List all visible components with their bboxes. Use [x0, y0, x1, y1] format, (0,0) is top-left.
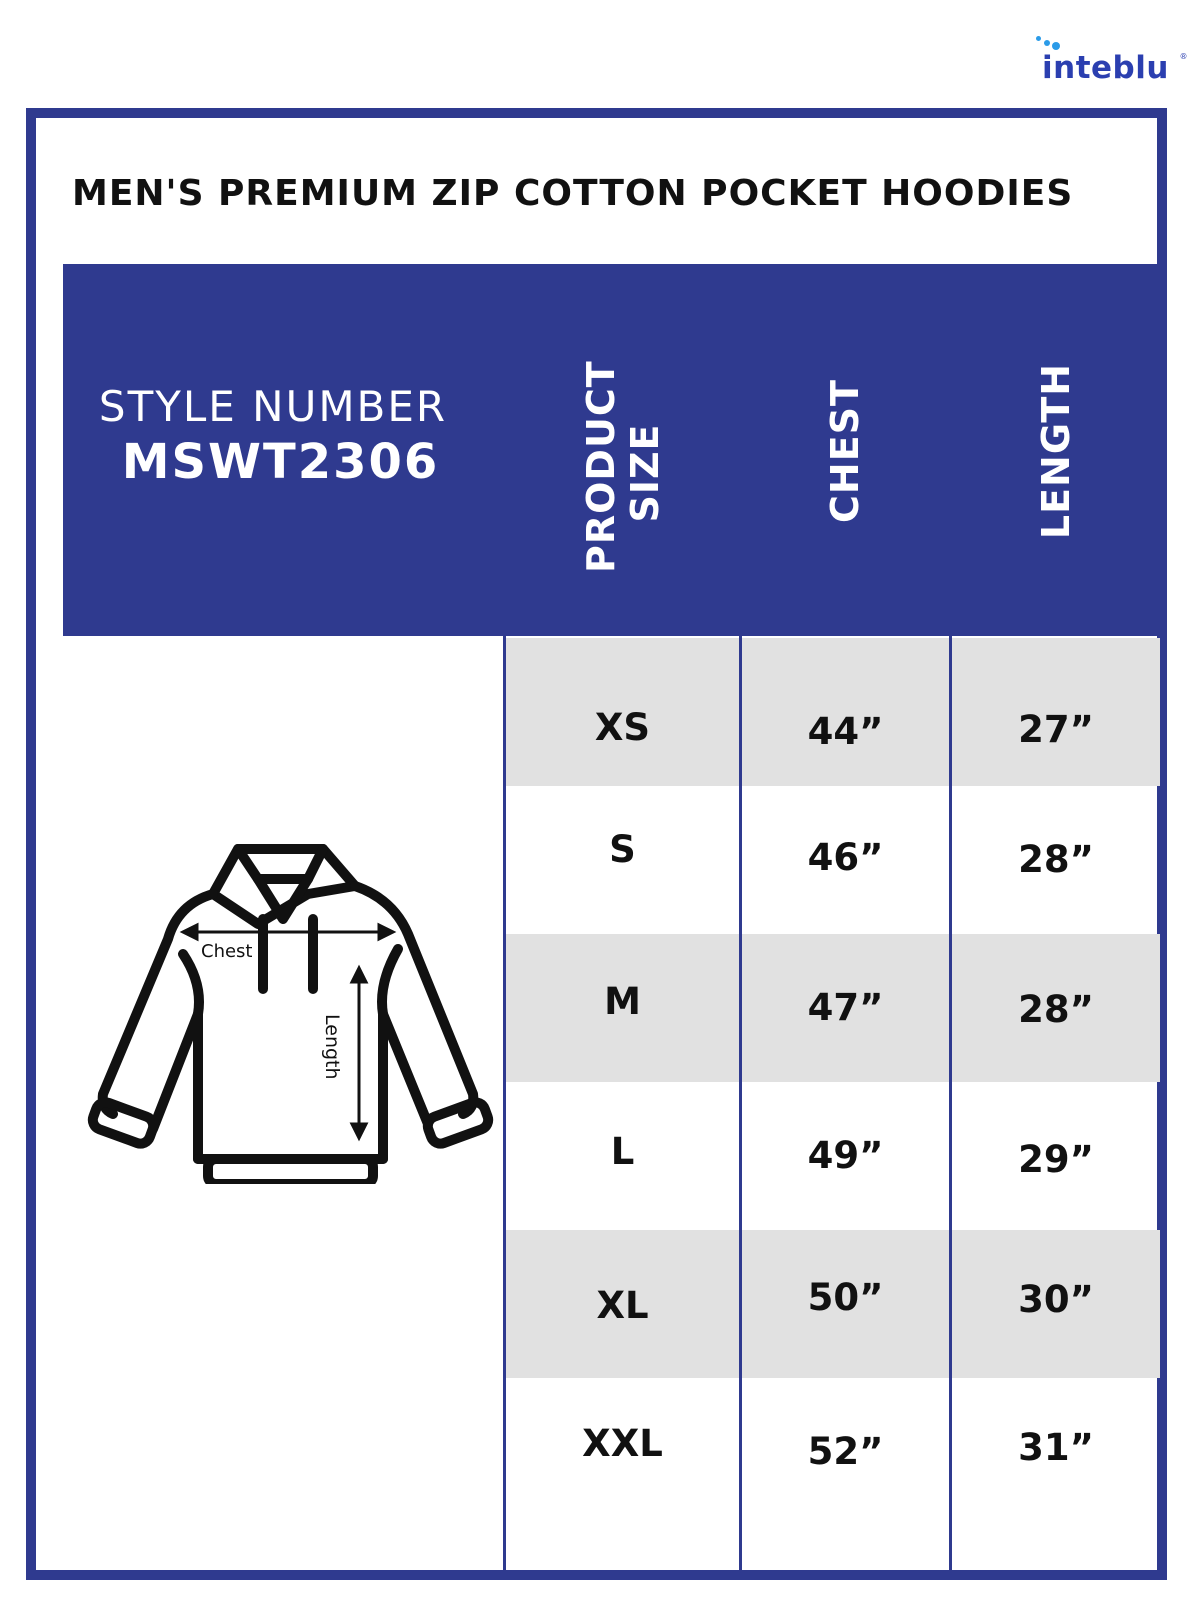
style-number-label: STYLE NUMBER [98, 382, 448, 431]
style-number-value: MSWT2306 [121, 434, 440, 490]
header-size-line: SIZE [623, 423, 667, 523]
header-length: LENGTH [1034, 362, 1078, 540]
logo-wordmark: inteblu [1042, 50, 1169, 86]
column-divider [949, 264, 952, 1580]
size-cell: M [604, 980, 641, 1023]
chest-cell: 47” [807, 986, 884, 1029]
table-row [506, 1230, 1160, 1378]
chest-cell: 49” [807, 1134, 884, 1177]
size-chart-frame [26, 108, 1167, 1580]
size-cell: S [609, 828, 636, 871]
size-cell: XXL [582, 1422, 663, 1465]
table-row [506, 1378, 1160, 1580]
column-divider [503, 264, 506, 1580]
chest-label: Chest [201, 941, 253, 962]
chest-cell: 46” [807, 836, 884, 879]
header-product-line: PRODUCT [579, 360, 623, 573]
chest-cell: 44” [807, 710, 884, 753]
length-cell: 28” [1018, 838, 1094, 881]
style-number-block [63, 264, 503, 636]
size-cell: XL [596, 1284, 649, 1327]
length-cell: 28” [1018, 988, 1094, 1031]
size-table [63, 264, 1160, 1580]
size-cell: XS [594, 706, 651, 749]
hoodie-icon [83, 824, 503, 1184]
header-chest: CHEST [823, 379, 867, 523]
brand-logo [1040, 44, 1190, 94]
table-row [506, 1082, 1160, 1230]
length-cell: 27” [1018, 708, 1094, 751]
chest-cell: 52” [807, 1430, 884, 1473]
column-divider [739, 264, 742, 1580]
length-label: Length [321, 1014, 343, 1080]
logo-registered-mark: ® [1179, 52, 1188, 61]
length-cell: 31” [1018, 1426, 1094, 1469]
table-row [506, 638, 1160, 786]
page-title: MEN'S PREMIUM ZIP COTTON POCKET HOODIES [72, 173, 1074, 214]
size-cell: L [610, 1130, 635, 1173]
header-product-size [579, 360, 667, 573]
length-cell: 30” [1018, 1278, 1094, 1321]
table-row [506, 934, 1160, 1082]
chest-cell: 50” [807, 1276, 884, 1319]
table-row [506, 786, 1160, 934]
length-cell: 29” [1018, 1138, 1094, 1181]
